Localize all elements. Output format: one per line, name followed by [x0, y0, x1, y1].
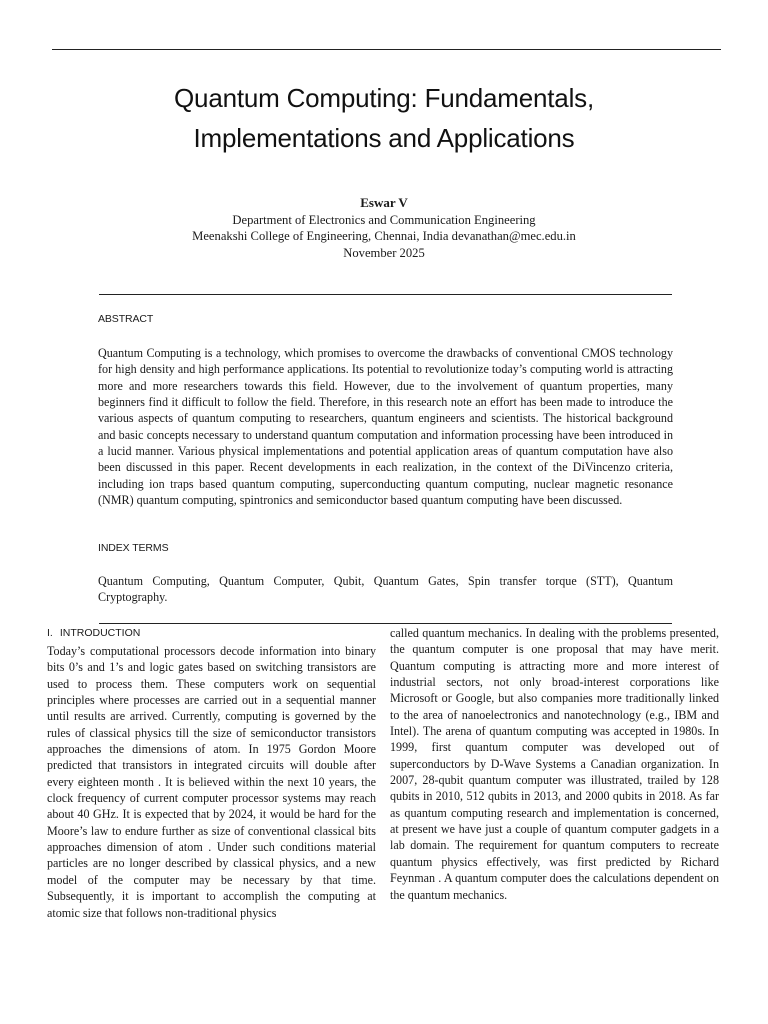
- author-department: Department of Electronics and Communication Engineering: [232, 212, 536, 227]
- section-number: I.: [47, 627, 53, 639]
- header-rule: [52, 49, 721, 50]
- index-terms-heading: INDEX TERMS: [98, 542, 169, 554]
- author-block: [0, 195, 768, 261]
- author-affiliation: Meenakshi College of Engineering, Chennai, India devanathan@mec.edu.in: [192, 229, 576, 243]
- title-line-2: Implementations and Applications: [193, 123, 575, 153]
- introduction-heading: [47, 627, 140, 639]
- author-name: Eswar V: [360, 195, 408, 210]
- paper-title: [0, 78, 768, 158]
- abstract-bottom-rule: [99, 623, 672, 624]
- abstract-top-rule: [99, 294, 672, 295]
- introduction-left-column: Today’s computational processors decode information into binary bits 0’s and 1’s and logic gates based on switching transistors are used to process them. These computers work on sequential principles where processes are carried out in a sequential manner until results are arrived. Currently, computing is governed by the rules of classical physics till the size of semiconductor transistors approaches the dimensions of atom. In 1975 Gordon Moore predicted that transistors in integrated circuits will double after every eighteen month . It is believed within the next 10 years, the clock frequency of current computer processor systems may reach about 40 GHz. It is expected that by 2024, it would be hard for the Moore’s law to endure further as size of conventional classical bits approaches dimension of atom . Under such conditions material particles are no longer described by classical physics, and a new model of the computer may be necessary by that time. Subsequently, it is important to accomplish the computing at atomic size that follows non-traditional physics: [47, 644, 376, 920]
- introduction-right-column: called quantum mechanics. In dealing with the problems presented, the quantum computer is one proposal that may have merit. Quantum computing is attracting more and more interest of industrial sectors, not only broad-interest corporations like Microsoft or Google, but also companies more traditionally linked to the area of nanoelectronics and nanotechnology (e.g., IBM and Intel). The arena of quantum computing was accepted in 1980s. In 1999, first quantum computer was developed out of superconductors by D-Wave Systems a Canadian organization. In 2007, 28-qubit quantum computer was illustrated, trailed by 128 qubits in 2010, 512 qubits in 2013, and 2000 qubits in 2018. As far as quantum computing research and implementation is concerned, at present we have just a couple of quantum computer gadgets in a lab domain. The requirement for quantum computers to recreate quantum physics effectively, was first predicted by Richard Feynman . A quantum computer does the calculations dependent on the quantum mechanics.: [390, 626, 719, 902]
- paper-date: November 2025: [343, 245, 425, 260]
- title-line-1: Quantum Computing: Fundamentals,: [174, 83, 594, 113]
- abstract-text: Quantum Computing is a technology, which promises to overcome the drawbacks of conventional CMOS technology for high density and high performance applications. Its potential to revolutionize today’s computing world is attracting more and more researchers towards this field. However, due to the involvement of quantum properties, many beginners find it difficult to follow the field. Therefore, in this research note an effort has been made to introduce the various aspects of quantum computing to researchers, quantum engineers and scientists. The historical background and basic concepts necessary to understand quantum computation and information processing have been introduced in a lucid manner. Various physical implementations and potential application areas of quantum computation have also been discussed in this paper. Recent developments in each realization, in the context of the DiVincenzo criteria, including ion traps based quantum computing, superconducting quantum computing, nuclear magnetic resonance (NMR) quantum computing, spintronics and semiconductor based quantum computing have been discussed.: [98, 346, 673, 508]
- section-title: INTRODUCTION: [59, 627, 141, 639]
- index-terms-text: Quantum Computing, Quantum Computer, Qubit, Quantum Gates, Spin transfer torque (STT), Quantum Cryptography.: [98, 574, 673, 605]
- abstract-heading: ABSTRACT: [98, 313, 154, 325]
